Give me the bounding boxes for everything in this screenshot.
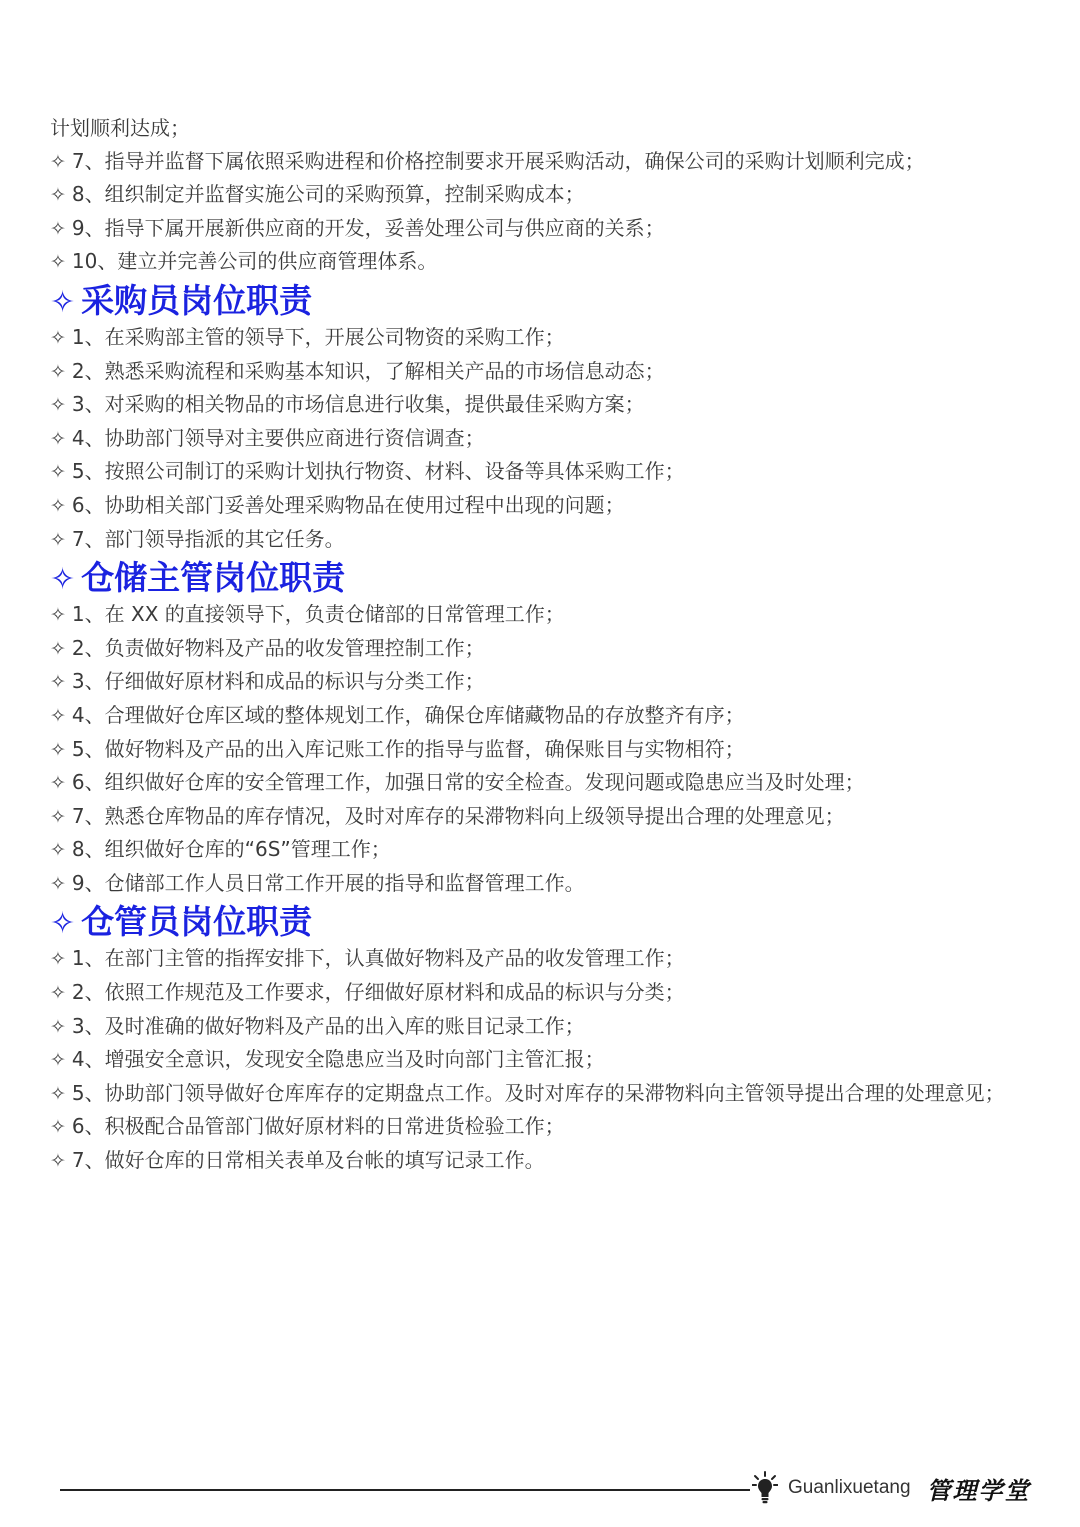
section-heading-purchaser — [50, 279, 1035, 321]
sparkle-icon: ✧ — [50, 704, 66, 727]
sparkle-icon: ✧ — [50, 1015, 66, 1038]
list-item-text: 2、负责做好物料及产品的收发管理控制工作； — [71, 635, 485, 660]
list-item — [50, 665, 1035, 699]
list-item-text: 10、建立并完善公司的供应商管理体系。 — [71, 249, 438, 274]
list-item-text: 6、协助相关部门妥善处理采购物品在使用过程中出现的问题； — [71, 492, 625, 517]
sparkle-icon: ✧ — [50, 394, 66, 417]
list-item — [50, 321, 1035, 355]
sparkle-icon: ✧ — [50, 872, 66, 895]
list-item-text: 1、在 XX 的直接领导下，负责仓储部的日常管理工作； — [71, 602, 565, 627]
sparkle-icon: ✧ — [50, 427, 66, 450]
sparkle-icon: ✧ — [50, 150, 66, 173]
list-item — [50, 245, 1035, 279]
list-item — [50, 388, 1035, 422]
section-heading-warehouse-supervisor — [50, 556, 1035, 598]
list-item — [50, 699, 1035, 733]
list-item-text: 5、做好物料及产品的出入库记账工作的指导与监督，确保账目与实物相符； — [71, 736, 745, 761]
list-item-text: 9、指导下属开展新供应商的开发，妥善处理公司与供应商的关系； — [71, 215, 665, 240]
sparkle-icon: ✧ — [50, 284, 76, 320]
sparkle-icon: ✧ — [50, 1049, 66, 1072]
sparkle-icon: ✧ — [50, 217, 66, 240]
list-item-text: 3、仔细做好原材料和成品的标识与分类工作； — [71, 669, 485, 694]
list-item-text: 1、在部门主管的指挥安排下，认真做好物料及产品的收发管理工作； — [71, 946, 685, 971]
list-item — [50, 1077, 1035, 1111]
sparkle-icon: ✧ — [50, 184, 66, 207]
list-item — [50, 355, 1035, 389]
sparkle-icon: ✧ — [50, 360, 66, 383]
list-item-text: 4、增强安全意识，发现安全隐患应当及时向部门主管汇报； — [71, 1047, 605, 1072]
section-heading-warehouse-keeper — [50, 900, 1035, 942]
sparkle-icon: ✧ — [50, 1150, 66, 1173]
sparkle-icon: ✧ — [50, 982, 66, 1005]
list-item — [50, 422, 1035, 456]
list-item-text: 8、组织制定并监督实施公司的采购预算，控制采购成本； — [71, 182, 585, 207]
list-item-text: 6、积极配合品管部门做好原材料的日常进货检验工作； — [71, 1114, 565, 1139]
sparkle-icon: ✧ — [50, 637, 66, 660]
list-item — [50, 800, 1035, 834]
list-item — [50, 1043, 1035, 1077]
sparkle-icon: ✧ — [50, 805, 66, 828]
document-body — [50, 112, 1035, 1178]
list-item — [50, 733, 1035, 767]
sparkle-icon: ✧ — [50, 906, 76, 942]
sparkle-icon: ✧ — [50, 948, 66, 971]
sparkle-icon: ✧ — [50, 562, 76, 598]
list-item — [50, 489, 1035, 523]
list-item — [50, 1010, 1035, 1044]
sparkle-icon: ✧ — [50, 604, 66, 627]
list-item — [50, 455, 1035, 489]
list-item — [50, 833, 1035, 867]
section-title-text: 仓管员岗位职责 — [81, 902, 313, 942]
list-item-text: 7、熟悉仓库物品的库存情况，及时对库存的呆滞物料向上级领导提出合理的处理意见； — [71, 803, 845, 828]
brand-name-chinese: 管理学堂 — [926, 1475, 1031, 1505]
sparkle-icon: ✧ — [50, 326, 66, 349]
list-item — [50, 632, 1035, 666]
sparkle-icon: ✧ — [50, 461, 66, 484]
section-title-text: 采购员岗位职责 — [81, 280, 313, 320]
list-item — [50, 766, 1035, 800]
list-item-text: 1、在采购部主管的领导下，开展公司物资的采购工作； — [71, 324, 565, 349]
section-title-text: 仓储主管岗位职责 — [81, 558, 346, 598]
list-item-text: 9、仓储部工作人员日常工作开展的指导和监督管理工作。 — [71, 870, 585, 895]
footer-divider — [60, 1489, 750, 1491]
continuation-text: 计划顺利达成； — [50, 116, 190, 140]
sparkle-icon: ✧ — [50, 1116, 66, 1139]
sparkle-icon: ✧ — [50, 772, 66, 795]
list-item — [50, 976, 1035, 1010]
sparkle-icon: ✧ — [50, 738, 66, 761]
sparkle-icon: ✧ — [50, 528, 66, 551]
list-item — [50, 942, 1035, 976]
list-item — [50, 1110, 1035, 1144]
list-item-text: 6、组织做好仓库的安全管理工作，加强日常的安全检查。发现问题或隐患应当及时处理； — [71, 770, 865, 795]
list-item — [50, 212, 1035, 246]
sparkle-icon: ✧ — [50, 1082, 66, 1105]
sparkle-icon: ✧ — [50, 494, 66, 517]
list-item-text: 7、做好仓库的日常相关表单及台帐的填写记录工作。 — [71, 1148, 545, 1173]
list-item-text: 4、合理做好仓库区域的整体规划工作，确保仓库储藏物品的存放整齐有序； — [71, 702, 745, 727]
list-item-text: 7、指导并监督下属依照采购进程和价格控制要求开展采购活动，确保公司的采购计划顺利完成； — [71, 148, 925, 173]
brand-name-english: Guanlixuetang — [788, 1477, 911, 1498]
list-item — [50, 867, 1035, 901]
list-item-text: 5、按照公司制订的采购计划执行物资、材料、设备等具体采购工作； — [71, 459, 685, 484]
list-item-text: 2、依照工作规范及工作要求，仔细做好原材料和成品的标识与分类； — [71, 980, 685, 1005]
list-item — [50, 178, 1035, 212]
list-item-text: 8、组织做好仓库的“6S”管理工作； — [71, 837, 391, 862]
sparkle-icon: ✧ — [50, 251, 66, 274]
sparkle-icon: ✧ — [50, 671, 66, 694]
list-item — [50, 598, 1035, 632]
list-item — [50, 1144, 1035, 1178]
footer-brand — [752, 1468, 1031, 1508]
list-item-text: 4、协助部门领导对主要供应商进行资信调查； — [71, 425, 485, 450]
lightbulb-icon — [752, 1471, 778, 1505]
list-item — [50, 523, 1035, 557]
list-item-text: 3、及时准确的做好物料及产品的出入库的账目记录工作； — [71, 1013, 585, 1038]
list-item-text: 3、对采购的相关物品的市场信息进行收集，提供最佳采购方案； — [71, 392, 645, 417]
sparkle-icon: ✧ — [50, 839, 66, 862]
list-item — [50, 145, 1035, 179]
list-item-text: 7、部门领导指派的其它任务。 — [71, 526, 345, 551]
list-item-text: 2、熟悉采购流程和采购基本知识，了解相关产品的市场信息动态； — [71, 358, 665, 383]
list-item-text: 5、协助部门领导做好仓库库存的定期盘点工作。及时对库存的呆滞物料向主管领导提出合理的处理意见； — [71, 1080, 1005, 1105]
